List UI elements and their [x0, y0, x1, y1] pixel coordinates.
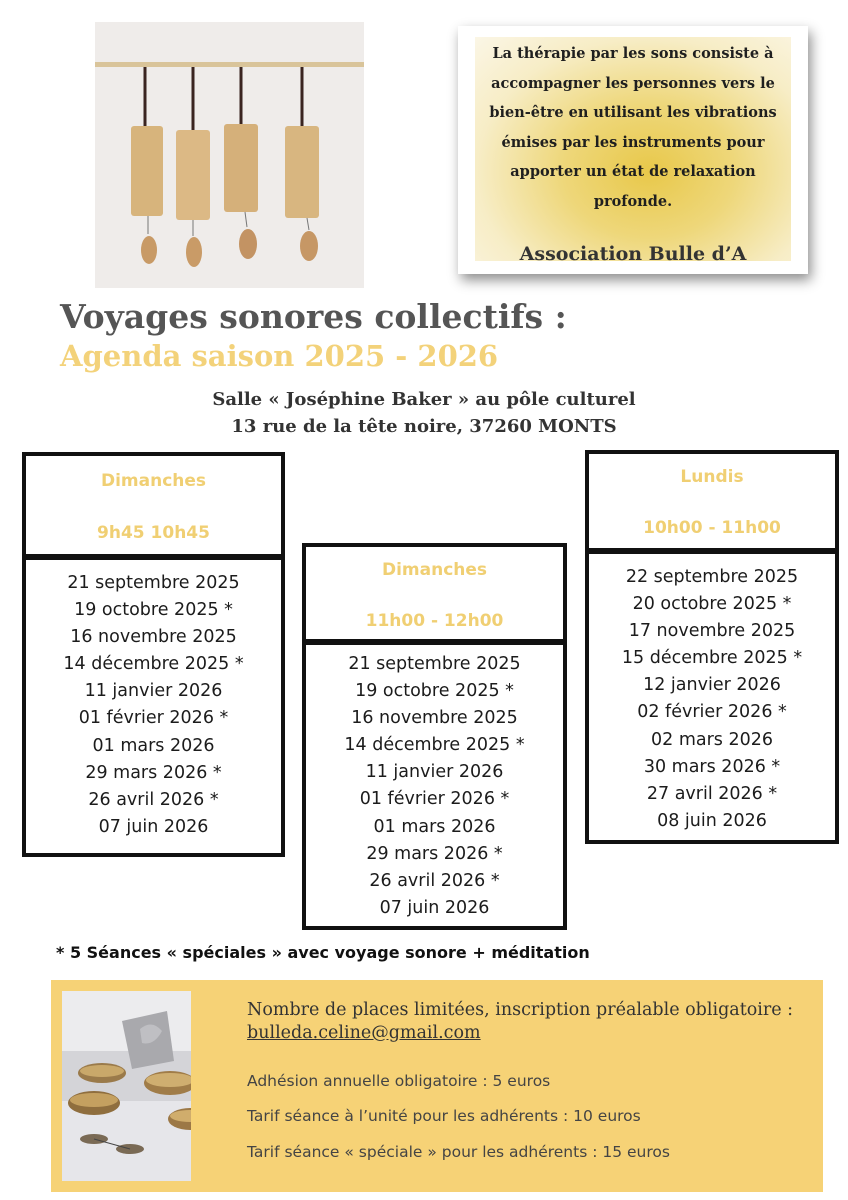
schedule-1-header: [22, 452, 285, 558]
date-item: 19 octobre 2025 *: [74, 600, 233, 621]
date-item: 07 juin 2026: [98, 816, 209, 837]
date-item: 29 mars 2026 *: [366, 843, 503, 864]
singing-bowls-illustration: [62, 991, 191, 1181]
date-item: 27 avril 2026 *: [646, 783, 778, 804]
schedule-day: Dimanches: [100, 471, 207, 491]
date-item: 30 mars 2026 *: [643, 756, 781, 777]
date-item: 26 avril 2026 *: [88, 789, 219, 810]
date-item: 26 avril 2026 *: [369, 870, 500, 891]
registration-notice: Nombre de places limitées, inscription préalable obligatoire :: [247, 1000, 794, 1020]
schedule-day: Lundis: [680, 467, 744, 487]
date-item: 07 juin 2026: [379, 897, 490, 918]
quote-text: [475, 39, 791, 216]
date-list: [589, 564, 835, 835]
schedule-2-dates: [302, 641, 567, 930]
schedule-2-header: [302, 543, 567, 643]
quote-line: profonde.: [593, 192, 673, 210]
page-subtitle: Agenda saison 2025 - 2026: [60, 339, 499, 373]
venue-name: Salle « Joséphine Baker » au pôle culturel: [212, 389, 636, 410]
wind-chimes-illustration: [95, 22, 364, 288]
date-item: 19 octobre 2025 *: [355, 681, 514, 702]
schedule-1-dates: [22, 556, 285, 857]
schedule-time: 10h00 - 11h00: [643, 518, 781, 538]
date-item: 01 mars 2026: [92, 735, 215, 756]
date-item: 16 novembre 2025: [70, 627, 237, 648]
singing-bowls-photo: [62, 991, 191, 1181]
page-title: Voyages sonores collectifs :: [60, 297, 567, 336]
date-item: 16 novembre 2025: [351, 708, 518, 729]
date-item: 22 septembre 2025: [625, 567, 799, 587]
date-item: 17 novembre 2025: [628, 621, 796, 642]
date-item: 29 mars 2026 *: [85, 762, 222, 783]
schedule-3-header: [585, 450, 839, 552]
quote-line: La thérapie par les sons consiste à: [492, 45, 774, 62]
contact-email-link[interactable]: bulleda.celine@gmail.com: [247, 1023, 481, 1043]
date-item: 02 mars 2026: [650, 729, 773, 750]
date-item: 11 janvier 2026: [84, 681, 223, 702]
quote-line: bien-être en utilisant les vibrations: [489, 104, 777, 121]
date-item: 01 mars 2026: [373, 816, 496, 837]
quote-background: [475, 37, 791, 265]
special-session-price: Tarif séance « spéciale » pour les adhérents : 15 euros: [247, 1143, 670, 1161]
schedule-3-dates: [585, 550, 839, 844]
date-item: 21 septembre 2025: [348, 654, 521, 674]
schedule-time: 9h45 10h45: [97, 523, 210, 543]
quote-line: accompagner les personnes vers le: [491, 74, 775, 92]
date-item: 01 février 2026 *: [78, 708, 229, 729]
date-item: 21 septembre 2025: [67, 573, 240, 593]
date-item: 14 décembre 2025 *: [63, 654, 244, 675]
date-item: 08 juin 2026: [657, 810, 767, 831]
quote-card: [458, 26, 808, 274]
schedule-time: 11h00 - 12h00: [365, 611, 504, 631]
date-item: 20 octobre 2025 *: [632, 594, 792, 615]
date-item: 14 décembre 2025 *: [344, 735, 525, 756]
date-list: [26, 570, 281, 841]
schedule-day: Dimanches: [381, 560, 488, 580]
session-price: Tarif séance à l’unité pour les adhérents : 10 euros: [247, 1107, 641, 1125]
wind-chimes-photo: [95, 22, 364, 288]
membership-fee: Adhésion annuelle obligatoire : 5 euros: [247, 1072, 551, 1090]
venue-address: 13 rue de la tête noire, 37260 MONTS: [231, 416, 617, 437]
date-list: [306, 651, 563, 922]
date-item: 02 février 2026 *: [637, 702, 787, 723]
date-item: 12 janvier 2026: [643, 675, 781, 696]
date-item: 15 décembre 2025 *: [621, 648, 803, 669]
association-signature: Association Bulle d’A: [519, 243, 747, 265]
special-sessions-footnote: * 5 Séances « spéciales » avec voyage sonore + méditation: [56, 943, 590, 962]
date-item: 01 février 2026 *: [359, 789, 510, 810]
quote-line: apporter un état de relaxation: [510, 163, 756, 180]
date-item: 11 janvier 2026: [365, 762, 504, 783]
quote-line: émises par les instruments pour: [501, 133, 765, 151]
